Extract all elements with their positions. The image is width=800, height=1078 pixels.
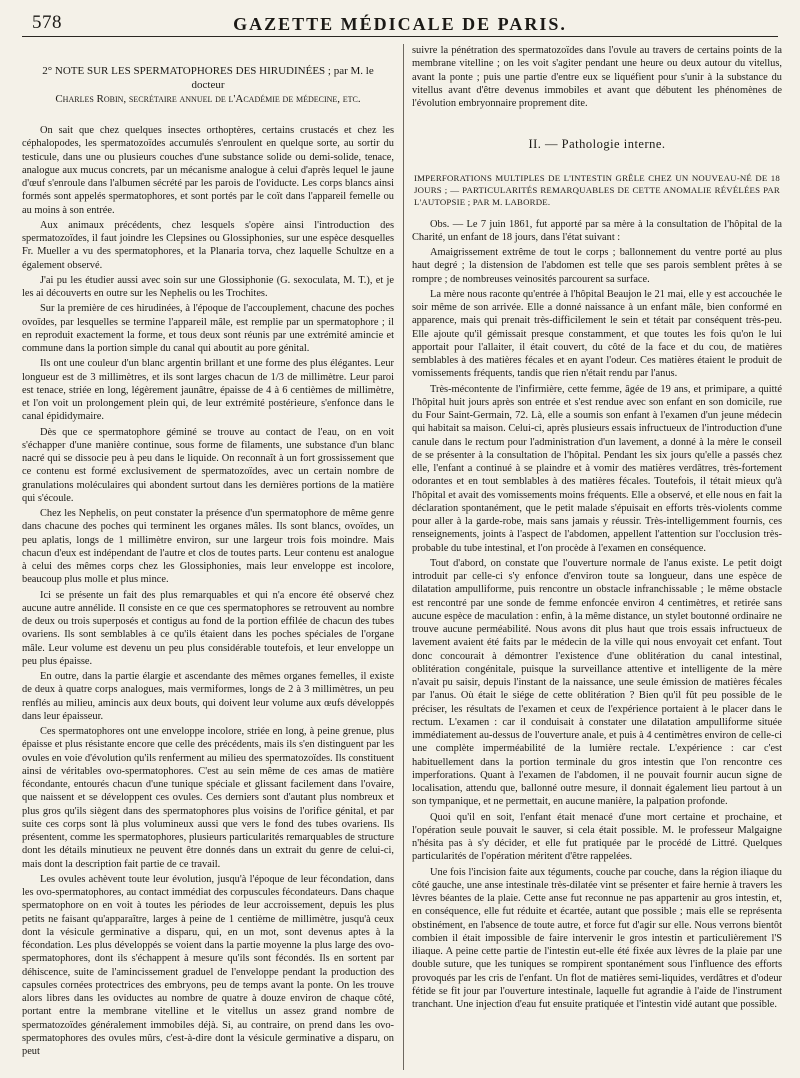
paragraph: Amaigrissement extrême de tout le corps ; ballonnement du ventre porté au plus haut degré ; la distension de l'abdomen est telle que ses parois semblent prêtes à se rompre ; de nombreuses veinosités parcourent sa surface. [412, 247, 782, 285]
continuation-paragraph: suivre la pénétration des spermatozoïdes dans l'ovule au travers de certains points de la membrane vitelline ; on les voit s'agiter pendant une heure ou deux autour du vitellus, avant la ponte ; puis une partie d'entre eux se liquéfient pour s'unir à la substance du vitellus avant d'être devenus immobiles et avant que débutent les phénomènes de l'évolution embryonnaire proprement dite. [412, 45, 782, 109]
left-column [22, 44, 394, 1070]
subsection-title: IMPERFORATIONS MULTIPLES DE L'INTESTIN GRÊLE CHEZ UN NOUVEAU-NÉ DE 18 JOURS ; — PARTICULARITÉS REMARQUABLES DE CETTE ANOMALIE RÉVÉLÉES PAR L'AUTOPSIE ; PAR M. LABORDE. [414, 172, 780, 207]
paragraph: Ils ont une couleur d'un blanc argentin brillant et une forme des plus élégantes. Leur longueur est de 3 millimètres, et ils sont larges chacun de 1/3 de millimètre. Leur paroi est tenace, striée en long, légèrement jaunâtre, épaisse de 4 à 6 centièmes de millimètre, et l'on voit un prolongement plein qui, de leur extrémité postérieure, s'enfonce dans le canal épididymaire. [22, 358, 394, 423]
paragraph: Aux animaux précédents, chez lesquels s'opère ainsi l'introduction des spermatozoïdes, il faut joindre les Clepsines ou Glossiphonies, sur une espèce desquelles Fr. Mueller a vu des spermatophores, et la Planaria torva, chez laquelle Schultze en a également observé. [22, 219, 394, 271]
paragraph: Obs. — Le 7 juin 1861, fut apporté par sa mère à la consultation de l'hôpital de la Charité, un enfant de 18 jours, dans l'état suivant : [412, 218, 782, 243]
paragraph: En outre, dans la partie élargie et ascendante des mêmes organes femelles, il existe de deux à quatre corps analogues, mais vermiformes, longs de 2 à 3 millimètres, un peu renflés au milieu, amincis aux deux bouts, qui doivent leur volume aux œufs développés dans leur épaisseur. [22, 671, 394, 722]
article-title: 2° NOTE SUR LES SPERMATOPHORES DES HIRUDINÉES ; par M. le docteur [42, 65, 374, 91]
article-heading [32, 64, 384, 106]
page-number: 578 [32, 12, 62, 33]
paragraph: Chez les Nephelis, on peut constater la présence d'un spermatophore de même genre dans chacune des poches qui terminent les organes mâles. Ils sont blancs, ovoïdes, un peu aplatis, longs de 1 millimètre environ, sur une largeur trois fois moindre. Mais chacun d'eux est indépendant de l'autre et clos de toutes parts. Leur contenu est analogue à celui des mêmes corps chez les Glossiphonies, mais leur enveloppe est incolore, beaucoup plus molle et plus mince. [22, 508, 394, 586]
column-divider [403, 44, 404, 1070]
case-report-body [412, 218, 782, 1012]
article-body [22, 124, 394, 1058]
paragraph: Une fois l'incision faite aux téguments, couche par couche, dans la région iliaque du côté gauche, une anse intestinale très-dilatée vint se présenter et faire hernie à travers les lèvres béantes de la plaie. Cette anse fut reconnue ne pas appartenir au gros intestin, et, en conséquence, elle fut réduite et écartée, autant que possible ; mais elle se représenta obstinément, en l'absence de toute autre, et force fut d'agir sur elle. Nous verrons bientôt combien il était impossible de faire intervenir le gros intestin et particulièrement l'S iliaque. A peine cette partie de l'intestin eut-elle été fixée aux lèvres de la plaie par une double suture, que les tuniques se rompirent spontanément sous l'influence des efforts provoqués par les cris de l'enfant. Un flot de matières semi-liquides, verdâtres et d'odeur fétide se fit jour par l'ouverture intestinale, laquelle fut agrandie à l'aide de l'instrument tranchant. Une injection d'eau fut ensuite pratiquée et l'intestin vidé autant que possible. [412, 866, 782, 1010]
article-author: Charles Robin, secrétaire annuel de l'Académie de médecine, etc. [55, 93, 361, 105]
page-header [22, 6, 778, 37]
paragraph: On sait que chez quelques insectes orthoptères, certains crustacés et chez les céphalopodes, les spermatozoïdes accumulés s'enroulent en quelque sorte, au sortir du testicule, dans une ou plusieurs couches d'une substance solide ou demi-solide, tenace, analogue aux mucus concrets, par un mécanisme analogue à celui d'après lequel le jaune d'œuf s'enroule dans l'albumen sécrété par les parois de l'oviducte. Les corps blancs ainsi formés sont appelés spermatophores, et sont portés par le coït dans l'appareil femelle ou au moins à son entrée. [22, 125, 394, 216]
right-column [412, 44, 782, 1070]
paragraph: Tout d'abord, on constate que l'ouverture normale de l'anus existe. Le petit doigt introduit par celle-ci s'y enfonce d'environ toute sa longueur, dans une espèce de dilatation ampulliforme, puis rencontre un obstacle infranchissable ; le même obstacle est rencontré par une sonde de femme enfoncée environ 4 centimètres, et retirée sans aucune espèce de maculation : enfin, à la même distance, un stylet boutonné ordinaire ne trouve aucune perméabilité. Nous avons dit plus haut que trois essais infructueux de lavement avaient été faits par le médecin de la ville qui nous envoyait cet enfant. Tout donc concourait à démontrer l'existence d'une oblitération du canal intestinal, oblitération congénitale, puisque la surveillance attentive et intelligente de la mère n'avait pu saisir, depuis l'instant de la naissance, une seule émission de matières fécales par l'anus. Où était le siége de cette oblitération ? Bien qu'il fût peu possible de le préciser, les résultats de l'examen et ceux de l'expérience portaient à le placer dans le rectum. L'examen : car il conduisait à constater une dilatation ampulliforme située immédiatement au-dessus de l'ouverture anale, et puis à 4 centimètres environ de celle-ci une complète imperméabilité de la lumière rectale. L'expérience : car c'est habituellement dans la portion terminale du gros intestin que l'on rencontre ces imperforations. Quant à l'examen de l'abdomen, il ne pouvait fournir aucun signe de localisation, attendu que, ballonné outre mesure, il donnait également lieu partout à un son tympanique, et ne permettait, en aucune manière, la palpation profonde. [412, 557, 782, 808]
section-title: II. — Pathologie interne. [528, 137, 666, 152]
paragraph: Très-mécontente de l'infirmière, cette femme, âgée de 19 ans, et primipare, a quitté l'hôpital huit jours après son entrée et s'est rendue avec son enfant en son domicile, rue du Four Saint-Germain, 72. Là, elle a soumis son enfant à l'examen d'un jeune médecin qui habitait sa maison. Celui-ci, après plusieurs essais infructueux de l'introduction d'une canule dans le rectum pour l'administration d'un lavement, a donné à la mère le conseil de se présenter à la consultation de l'hôpital. Pendant les six jours qu'elle a passés chez elle, l'enfant a continué à se plaindre et à vomir des matières verdâtres, très-fortement odorantes et en tout semblables à des matières fécales. Toutefois, il tétait mieux qu'à l'hôpital et avait des vomissements moins fréquents. Elle a observé, et elle nous en fait la déclaration spontanément, que le petit malade s'épuisait en efforts très-violents comme pour aller à la garde-robe, mais sans jamais y réussir. Très-intelligemment fournis, ces renseignements, joints à l'aspect de l'abdomen, appellent l'attention sur l'occlusion très-probable du tube intestinal, et l'on procède à l'examen en conséquence. [412, 383, 782, 554]
paragraph: Quoi qu'il en soit, l'enfant était menacé d'une mort certaine et prochaine, et l'opération seule pouvait le sauver, si cela était possible. M. le professeur Malgaigne n'hésita pas à s'y décider, et elle fut pratiquée par le procédé de Littré. Quelques particularités de l'opération méritent d'être rappelées. [412, 811, 782, 863]
paragraph: La mère nous raconte qu'entrée à l'hôpital Beaujon le 21 mai, elle y est accouchée le soir même de son arrivée. Elle a donné naissance à un enfant mâle, bien conformé en apparence, mais qui prenait très-difficilement le sein et tétait par conséquent très-peu. Elle ajoute qu'il gémissait presque constamment, et que toutes les fois qu'on le lui apportait pour l'allaiter, il était couvert, du côté de la face et du cou, de matières semblables à des matières fécales et en ayant l'odeur. Ces matières étaient le produit de vomissements fréquents, tandis que rien n'était rendu par l'anus. [412, 288, 782, 380]
paragraph: Les ovules achèvent toute leur évolution, jusqu'à l'époque de leur fécondation, dans les ovo-spermatophores, au contact immédiat des corpuscules fécondateurs. Dans chaque spermatophore on en voit à toutes les périodes de leur accroissement, depuis les plus petits ne faisant qu'apparaître, larges à peine de 1 centième de millimètre, jusqu'à ceux dont la vésicule germinative a disparu, qui, en un mot, sont devenus aptes à la fécondation. Les plus développés se voient dans la partie moyenne la plus large des ovo-spermatophores, dont ils s'échappent à mesure qu'ils sont fécondés. Ils en sortent par déhiscence, suite de l'amincissement graduel de l'enveloppe pendant la production des capsules cornées protectrices des embryons, peu de temps avant la ponte. On les trouve alors libres dans les oviductes au nombre de quatre à douze environ de chaque côté, portant entre la membrane vitelline et le vitellus un assez grand nombre de spermatozoïdes généralement immobiles déjà. Si, au contraire, on prend dans les ovo-spermatophores des ovules mûrs, c'est-à-dire dont la vésicule germinative a disparu, on peut [22, 873, 394, 1057]
paragraph: Sur la première de ces hirudinées, à l'époque de l'accouplement, chacune des poches ovoïdes, par lesquelles se termine l'appareil mâle, est remplie par un spermatophore ; il en reproduit exactement la forme, et tous deux sont réunis par une extrémité amincie et commune dans la portion simple du canal qui aboutit au pore génital. [22, 303, 394, 354]
journal-title: GAZETTE MÉDICALE DE PARIS. [233, 14, 567, 34]
paragraph: Ces spermatophores ont une enveloppe incolore, striée en long, à peine grenue, plus épaisse et plus résistante encore que celle des précédents, mais ils s'en distinguent par les ovules en voie d'évolution qu'ils renferment au milieu des spermatozoïdes. Ils constituent ainsi de véritables ovo-spermatophores. C'est au sein même de ces amas de matière fécondante, entourés chacun d'une tunique spéciale et glissant facilement dans l'ovaire, que naissent et se développent ces ovules. Ces derniers sont d'autant plus nombreux et plus gros qu'ils siègent dans des spermatophores plus voisins de l'orifice génital, et par suite ces corps sont là plus volumineux aussi que vers le fond des tubes ovariens. Ils présentent, comme les spermatophores, plusieurs particularités remarquables de structure dont les détails minutieux ne peuvent être donnés dans un extrait du genre de celui-ci, mais dont la description fait partie de ce travail. [22, 726, 394, 870]
paragraph: Ici se présente un fait des plus remarquables et qui n'a encore été observé chez aucune autre annélide. Il consiste en ce que ces spermatophores se retrouvent au nombre de deux ou trois superposés et contigus au fond de la portion effilée de chacun des tubes ovariens. Ils sont semblables à ce qu'ils étaient dans les poches spéciales de l'organe mâle. Leur volume est devenu un peu plus considérable toutefois, et leur enveloppe un peu plus épaisse. [22, 589, 394, 667]
paragraph: Dès que ce spermatophore géminé se trouve au contact de l'eau, on en voit s'échapper d'une manière continue, sous forme de filaments, une substance d'un blanc nacré qui se dissocie peu à peu dans le liquide. On reconnaît à un fort grossissement que ce contenu est formé exclusivement de spermatozoïdes, avec un certain nombre de granulations moléculaires qui abondent surtout dans les dernières portions de la matière qui s'écoule. [22, 426, 394, 504]
paragraph: J'ai pu les étudier aussi avec soin sur une Glossiphonie (G. sexoculata, M. T.), et je les ai découverts en outre sur les Nephelis ou les Trochites. [22, 274, 394, 299]
